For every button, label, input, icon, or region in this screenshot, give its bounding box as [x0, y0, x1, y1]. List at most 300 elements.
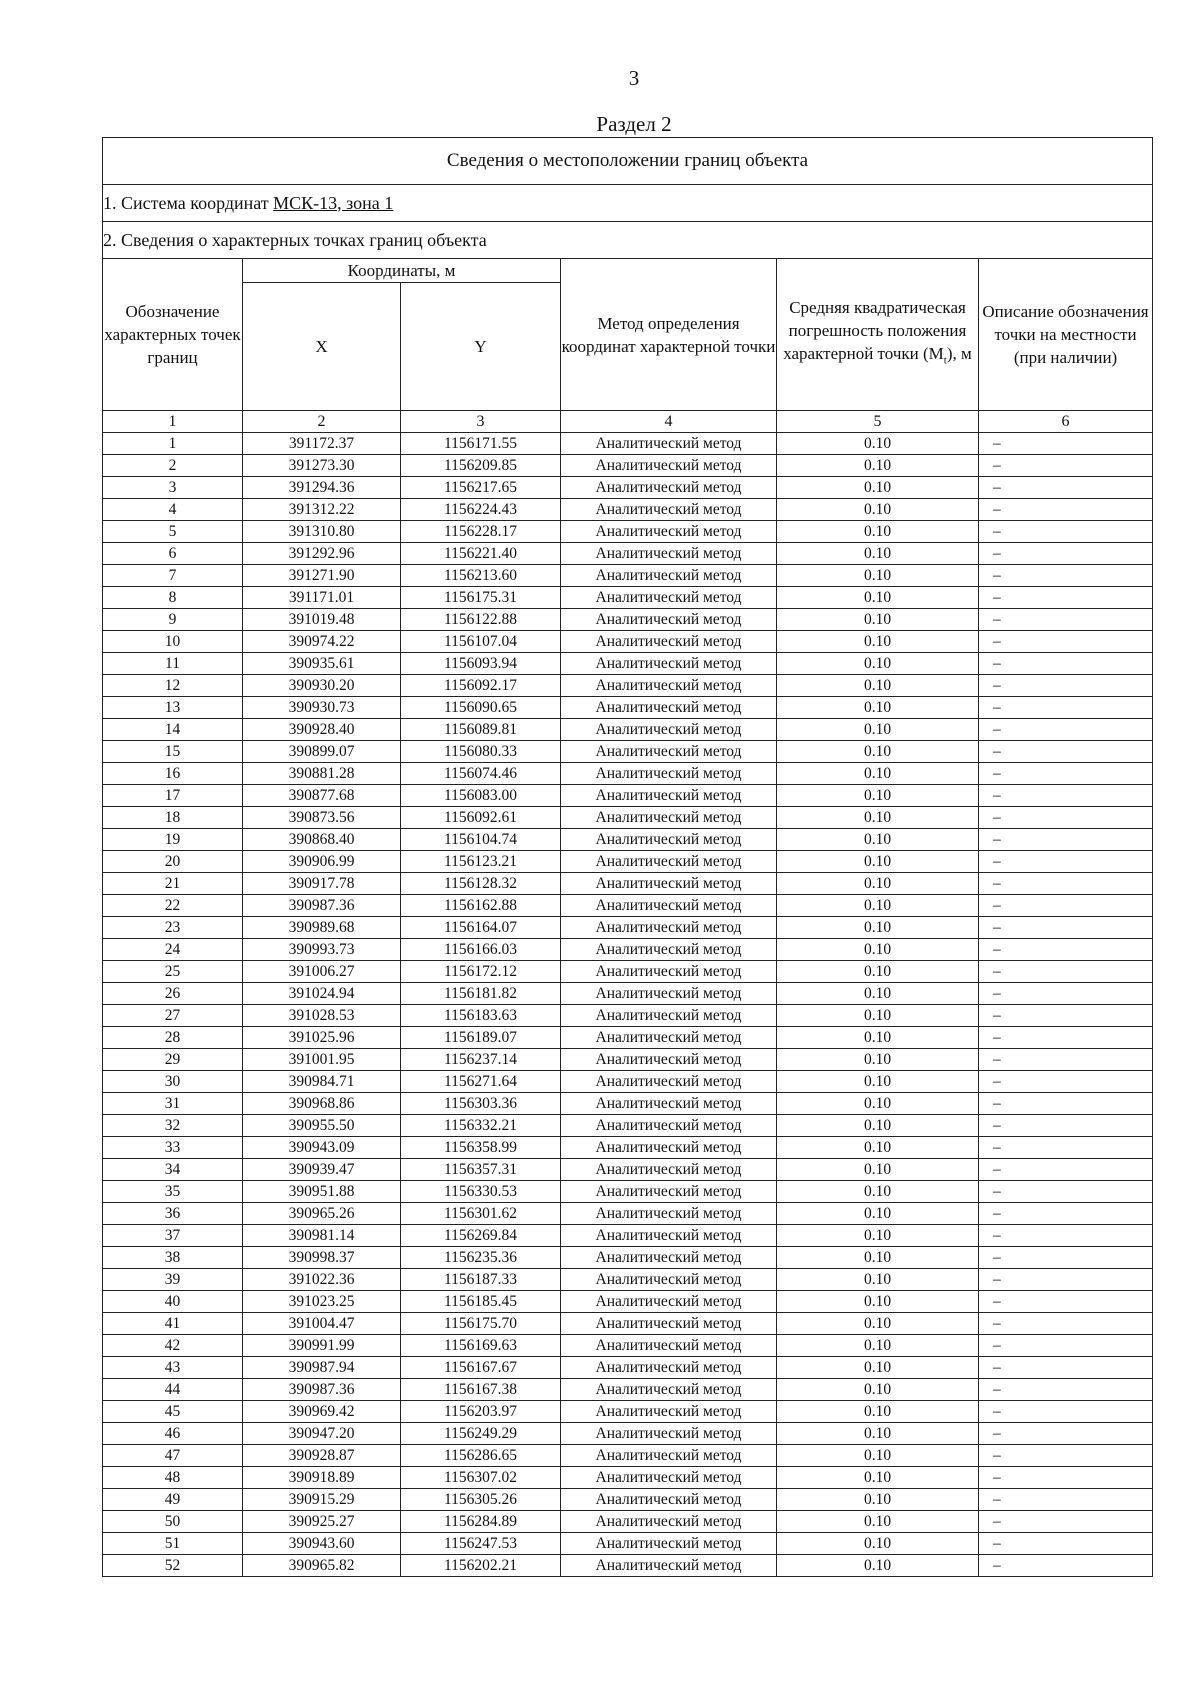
boundary-points-table — [102, 137, 1153, 1577]
method-cell: Аналитический метод — [561, 719, 777, 741]
y-coordinate-cell: 1156080.33 — [401, 741, 561, 763]
header-designation: Обозначение характерных точек границ — [103, 259, 243, 411]
point-number-cell: 31 — [103, 1093, 243, 1115]
x-coordinate-cell: 390968.86 — [243, 1093, 401, 1115]
method-cell: Аналитический метод — [561, 1115, 777, 1137]
description-cell: – — [979, 1401, 1153, 1423]
point-number-cell: 30 — [103, 1071, 243, 1093]
table-row — [103, 719, 1153, 741]
table-row — [103, 631, 1153, 653]
error-cell: 0.10 — [777, 1247, 979, 1269]
error-cell: 0.10 — [777, 1533, 979, 1555]
method-cell: Аналитический метод — [561, 1005, 777, 1027]
method-cell: Аналитический метод — [561, 1357, 777, 1379]
table-row — [103, 1291, 1153, 1313]
description-cell: – — [979, 807, 1153, 829]
error-cell: 0.10 — [777, 675, 979, 697]
error-cell: 0.10 — [777, 543, 979, 565]
error-cell: 0.10 — [777, 1181, 979, 1203]
description-cell: – — [979, 1159, 1153, 1181]
point-number-cell: 42 — [103, 1335, 243, 1357]
x-coordinate-cell: 391273.30 — [243, 455, 401, 477]
point-number-cell: 9 — [103, 609, 243, 631]
coord-system-row — [103, 185, 1153, 222]
point-number-cell: 20 — [103, 851, 243, 873]
error-cell: 0.10 — [777, 785, 979, 807]
description-cell: – — [979, 1511, 1153, 1533]
table-row — [103, 1335, 1153, 1357]
method-cell: Аналитический метод — [561, 543, 777, 565]
error-cell: 0.10 — [777, 1137, 979, 1159]
table-row — [103, 1489, 1153, 1511]
description-cell: – — [979, 785, 1153, 807]
description-cell: – — [979, 1291, 1153, 1313]
method-cell: Аналитический метод — [561, 873, 777, 895]
method-cell: Аналитический метод — [561, 807, 777, 829]
point-number-cell: 8 — [103, 587, 243, 609]
error-cell: 0.10 — [777, 499, 979, 521]
table-row — [103, 1093, 1153, 1115]
error-cell: 0.10 — [777, 939, 979, 961]
description-cell: – — [979, 1313, 1153, 1335]
table-row — [103, 873, 1153, 895]
x-coordinate-cell: 391172.37 — [243, 433, 401, 455]
error-cell: 0.10 — [777, 1291, 979, 1313]
table-row — [103, 1225, 1153, 1247]
y-coordinate-cell: 1156301.62 — [401, 1203, 561, 1225]
table-row — [103, 1357, 1153, 1379]
description-cell: – — [979, 653, 1153, 675]
point-number-cell: 45 — [103, 1401, 243, 1423]
y-coordinate-cell: 1156166.03 — [401, 939, 561, 961]
error-cell: 0.10 — [777, 1379, 979, 1401]
method-cell: Аналитический метод — [561, 785, 777, 807]
point-number-cell: 13 — [103, 697, 243, 719]
point-number-cell: 23 — [103, 917, 243, 939]
description-cell: – — [979, 1269, 1153, 1291]
column-number: 1 — [103, 411, 243, 433]
method-cell: Аналитический метод — [561, 1225, 777, 1247]
description-cell: – — [979, 1137, 1153, 1159]
x-coordinate-cell: 390943.09 — [243, 1137, 401, 1159]
description-cell: – — [979, 433, 1153, 455]
point-number-cell: 47 — [103, 1445, 243, 1467]
method-cell: Аналитический метод — [561, 961, 777, 983]
table-row — [103, 499, 1153, 521]
point-number-cell: 2 — [103, 455, 243, 477]
error-cell: 0.10 — [777, 1093, 979, 1115]
x-coordinate-cell: 391025.96 — [243, 1027, 401, 1049]
method-cell: Аналитический метод — [561, 1555, 777, 1577]
method-cell: Аналитический метод — [561, 1489, 777, 1511]
error-cell: 0.10 — [777, 763, 979, 785]
y-coordinate-cell: 1156330.53 — [401, 1181, 561, 1203]
method-cell: Аналитический метод — [561, 1379, 777, 1401]
x-coordinate-cell: 390969.42 — [243, 1401, 401, 1423]
error-cell: 0.10 — [777, 807, 979, 829]
table-row — [103, 1247, 1153, 1269]
point-number-cell: 46 — [103, 1423, 243, 1445]
table-row — [103, 1445, 1153, 1467]
method-cell: Аналитический метод — [561, 1467, 777, 1489]
point-number-cell: 52 — [103, 1555, 243, 1577]
error-cell: 0.10 — [777, 455, 979, 477]
description-cell: – — [979, 697, 1153, 719]
method-cell: Аналитический метод — [561, 1269, 777, 1291]
description-cell: – — [979, 1181, 1153, 1203]
point-number-cell: 5 — [103, 521, 243, 543]
description-cell: – — [979, 1203, 1153, 1225]
point-number-cell: 50 — [103, 1511, 243, 1533]
y-coordinate-cell: 1156083.00 — [401, 785, 561, 807]
description-cell: – — [979, 1071, 1153, 1093]
y-coordinate-cell: 1156092.17 — [401, 675, 561, 697]
method-cell: Аналитический метод — [561, 653, 777, 675]
error-cell: 0.10 — [777, 1445, 979, 1467]
method-cell: Аналитический метод — [561, 851, 777, 873]
y-coordinate-cell: 1156167.67 — [401, 1357, 561, 1379]
error-cell: 0.10 — [777, 873, 979, 895]
description-cell: – — [979, 1423, 1153, 1445]
y-coordinate-cell: 1156123.21 — [401, 851, 561, 873]
error-cell: 0.10 — [777, 477, 979, 499]
x-coordinate-cell: 391294.36 — [243, 477, 401, 499]
description-cell: – — [979, 1467, 1153, 1489]
method-cell: Аналитический метод — [561, 1093, 777, 1115]
method-cell: Аналитический метод — [561, 1445, 777, 1467]
x-coordinate-cell: 390987.36 — [243, 1379, 401, 1401]
point-number-cell: 37 — [103, 1225, 243, 1247]
y-coordinate-cell: 1156247.53 — [401, 1533, 561, 1555]
description-cell: – — [979, 895, 1153, 917]
description-cell: – — [979, 499, 1153, 521]
x-coordinate-cell: 391004.47 — [243, 1313, 401, 1335]
error-cell: 0.10 — [777, 1489, 979, 1511]
error-cell: 0.10 — [777, 983, 979, 1005]
description-cell: – — [979, 1533, 1153, 1555]
table-row — [103, 1269, 1153, 1291]
x-coordinate-cell: 391024.94 — [243, 983, 401, 1005]
error-cell: 0.10 — [777, 1269, 979, 1291]
table-row — [103, 1005, 1153, 1027]
table-row — [103, 455, 1153, 477]
table-row — [103, 433, 1153, 455]
y-coordinate-cell: 1156303.36 — [401, 1093, 561, 1115]
table-row — [103, 1049, 1153, 1071]
y-coordinate-cell: 1156269.84 — [401, 1225, 561, 1247]
method-cell: Аналитический метод — [561, 1291, 777, 1313]
y-coordinate-cell: 1156090.65 — [401, 697, 561, 719]
method-cell: Аналитический метод — [561, 741, 777, 763]
column-number: 3 — [401, 411, 561, 433]
error-cell: 0.10 — [777, 1203, 979, 1225]
point-number-cell: 41 — [103, 1313, 243, 1335]
x-coordinate-cell: 390939.47 — [243, 1159, 401, 1181]
table-row — [103, 653, 1153, 675]
description-cell: – — [979, 917, 1153, 939]
x-coordinate-cell: 390930.73 — [243, 697, 401, 719]
y-coordinate-cell: 1156089.81 — [401, 719, 561, 741]
y-coordinate-cell: 1156202.21 — [401, 1555, 561, 1577]
description-cell: – — [979, 565, 1153, 587]
header-description: Описание обозначения точки на местности (при наличии) — [979, 259, 1153, 411]
y-coordinate-cell: 1156171.55 — [401, 433, 561, 455]
x-coordinate-cell: 391310.80 — [243, 521, 401, 543]
description-cell: – — [979, 455, 1153, 477]
description-cell: – — [979, 521, 1153, 543]
description-cell: – — [979, 1005, 1153, 1027]
error-cell: 0.10 — [777, 829, 979, 851]
table-row — [103, 1511, 1153, 1533]
description-cell: – — [979, 1093, 1153, 1115]
method-cell: Аналитический метод — [561, 1203, 777, 1225]
y-coordinate-cell: 1156092.61 — [401, 807, 561, 829]
description-cell: – — [979, 1555, 1153, 1577]
x-coordinate-cell: 390928.40 — [243, 719, 401, 741]
description-cell: – — [979, 609, 1153, 631]
header-y: Y — [401, 283, 561, 411]
error-cell: 0.10 — [777, 433, 979, 455]
y-coordinate-cell: 1156237.14 — [401, 1049, 561, 1071]
point-number-cell: 6 — [103, 543, 243, 565]
header-method: Метод определения координат характерной точки — [561, 259, 777, 411]
method-cell: Аналитический метод — [561, 609, 777, 631]
error-cell: 0.10 — [777, 1225, 979, 1247]
point-number-cell: 28 — [103, 1027, 243, 1049]
point-number-cell: 36 — [103, 1203, 243, 1225]
x-coordinate-cell: 390987.94 — [243, 1357, 401, 1379]
point-number-cell: 21 — [103, 873, 243, 895]
y-coordinate-cell: 1156209.85 — [401, 455, 561, 477]
x-coordinate-cell: 391028.53 — [243, 1005, 401, 1027]
error-cell: 0.10 — [777, 565, 979, 587]
table-row — [103, 1027, 1153, 1049]
table-row — [103, 521, 1153, 543]
error-cell: 0.10 — [777, 587, 979, 609]
table-row — [103, 1137, 1153, 1159]
description-cell: – — [979, 587, 1153, 609]
error-cell: 0.10 — [777, 851, 979, 873]
point-number-cell: 16 — [103, 763, 243, 785]
x-coordinate-cell: 390906.99 — [243, 851, 401, 873]
description-cell: – — [979, 1379, 1153, 1401]
x-coordinate-cell: 390915.29 — [243, 1489, 401, 1511]
error-cell: 0.10 — [777, 1511, 979, 1533]
point-number-cell: 33 — [103, 1137, 243, 1159]
x-coordinate-cell: 391023.25 — [243, 1291, 401, 1313]
x-coordinate-cell: 390955.50 — [243, 1115, 401, 1137]
x-coordinate-cell: 390928.87 — [243, 1445, 401, 1467]
table-row — [103, 763, 1153, 785]
method-cell: Аналитический метод — [561, 1137, 777, 1159]
table-row — [103, 807, 1153, 829]
error-cell: 0.10 — [777, 1555, 979, 1577]
y-coordinate-cell: 1156175.70 — [401, 1313, 561, 1335]
y-coordinate-cell: 1156162.88 — [401, 895, 561, 917]
point-number-cell: 14 — [103, 719, 243, 741]
table-row — [103, 1203, 1153, 1225]
method-cell: Аналитический метод — [561, 455, 777, 477]
method-cell: Аналитический метод — [561, 675, 777, 697]
method-cell: Аналитический метод — [561, 697, 777, 719]
x-coordinate-cell: 391271.90 — [243, 565, 401, 587]
method-cell: Аналитический метод — [561, 433, 777, 455]
method-cell: Аналитический метод — [561, 477, 777, 499]
description-cell: – — [979, 983, 1153, 1005]
method-cell: Аналитический метод — [561, 983, 777, 1005]
y-coordinate-cell: 1156221.40 — [401, 543, 561, 565]
column-number: 4 — [561, 411, 777, 433]
method-cell: Аналитический метод — [561, 499, 777, 521]
description-cell: – — [979, 1357, 1153, 1379]
description-cell: – — [979, 829, 1153, 851]
method-cell: Аналитический метод — [561, 565, 777, 587]
point-number-cell: 3 — [103, 477, 243, 499]
x-coordinate-cell: 390991.99 — [243, 1335, 401, 1357]
description-cell: – — [979, 1049, 1153, 1071]
x-coordinate-cell: 390943.60 — [243, 1533, 401, 1555]
error-cell: 0.10 — [777, 1467, 979, 1489]
y-coordinate-cell: 1156181.82 — [401, 983, 561, 1005]
point-number-cell: 43 — [103, 1357, 243, 1379]
table-row — [103, 741, 1153, 763]
page-number: 3 — [628, 66, 640, 90]
table-row — [103, 1159, 1153, 1181]
method-cell: Аналитический метод — [561, 631, 777, 653]
error-cell: 0.10 — [777, 1115, 979, 1137]
method-cell: Аналитический метод — [561, 1049, 777, 1071]
y-coordinate-cell: 1156357.31 — [401, 1159, 561, 1181]
x-coordinate-cell: 390877.68 — [243, 785, 401, 807]
method-cell: Аналитический метод — [561, 1247, 777, 1269]
point-number-cell: 1 — [103, 433, 243, 455]
description-cell: – — [979, 873, 1153, 895]
y-coordinate-cell: 1156358.99 — [401, 1137, 561, 1159]
table-title: Сведения о местоположении границ объекта — [103, 138, 1153, 185]
table-body — [103, 433, 1153, 1577]
x-coordinate-cell: 391022.36 — [243, 1269, 401, 1291]
x-coordinate-cell: 390984.71 — [243, 1071, 401, 1093]
point-number-cell: 38 — [103, 1247, 243, 1269]
point-number-cell: 35 — [103, 1181, 243, 1203]
x-coordinate-cell: 390930.20 — [243, 675, 401, 697]
point-number-cell: 19 — [103, 829, 243, 851]
description-cell: – — [979, 961, 1153, 983]
y-coordinate-cell: 1156185.45 — [401, 1291, 561, 1313]
table-row — [103, 1423, 1153, 1445]
table-row — [103, 477, 1153, 499]
error-cell: 0.10 — [777, 961, 979, 983]
y-coordinate-cell: 1156164.07 — [401, 917, 561, 939]
method-cell: Аналитический метод — [561, 1533, 777, 1555]
y-coordinate-cell: 1156093.94 — [401, 653, 561, 675]
method-cell: Аналитический метод — [561, 1027, 777, 1049]
coord-system-value: МСК-13, зона 1 — [273, 192, 394, 213]
table-row — [103, 1533, 1153, 1555]
x-coordinate-cell: 390993.73 — [243, 939, 401, 961]
x-coordinate-cell: 390935.61 — [243, 653, 401, 675]
point-number-cell: 18 — [103, 807, 243, 829]
point-number-cell: 32 — [103, 1115, 243, 1137]
method-cell: Аналитический метод — [561, 587, 777, 609]
x-coordinate-cell: 391171.01 — [243, 587, 401, 609]
x-coordinate-cell: 391312.22 — [243, 499, 401, 521]
point-number-cell: 10 — [103, 631, 243, 653]
y-coordinate-cell: 1156169.63 — [401, 1335, 561, 1357]
y-coordinate-cell: 1156187.33 — [401, 1269, 561, 1291]
y-coordinate-cell: 1156217.65 — [401, 477, 561, 499]
table-row — [103, 917, 1153, 939]
table-row — [103, 983, 1153, 1005]
x-coordinate-cell: 391001.95 — [243, 1049, 401, 1071]
y-coordinate-cell: 1156305.26 — [401, 1489, 561, 1511]
section-title: Раздел 2 — [596, 112, 672, 136]
point-number-cell: 29 — [103, 1049, 243, 1071]
error-cell: 0.10 — [777, 1159, 979, 1181]
y-coordinate-cell: 1156271.64 — [401, 1071, 561, 1093]
point-number-cell: 7 — [103, 565, 243, 587]
point-number-cell: 48 — [103, 1467, 243, 1489]
y-coordinate-cell: 1156213.60 — [401, 565, 561, 587]
error-cell: 0.10 — [777, 741, 979, 763]
error-cell: 0.10 — [777, 697, 979, 719]
x-coordinate-cell: 390951.88 — [243, 1181, 401, 1203]
y-coordinate-cell: 1156175.31 — [401, 587, 561, 609]
points-heading: 2. Сведения о характерных точках границ объекта — [103, 222, 1153, 259]
method-cell: Аналитический метод — [561, 1181, 777, 1203]
table-row — [103, 587, 1153, 609]
y-coordinate-cell: 1156284.89 — [401, 1511, 561, 1533]
y-coordinate-cell: 1156286.65 — [401, 1445, 561, 1467]
x-coordinate-cell: 390981.14 — [243, 1225, 401, 1247]
table-row — [103, 895, 1153, 917]
method-cell: Аналитический метод — [561, 1159, 777, 1181]
table-row — [103, 609, 1153, 631]
x-coordinate-cell: 390974.22 — [243, 631, 401, 653]
point-number-cell: 51 — [103, 1533, 243, 1555]
description-cell: – — [979, 1335, 1153, 1357]
y-coordinate-cell: 1156128.32 — [401, 873, 561, 895]
y-coordinate-cell: 1156228.17 — [401, 521, 561, 543]
table-row — [103, 1181, 1153, 1203]
point-number-cell: 25 — [103, 961, 243, 983]
description-cell: – — [979, 675, 1153, 697]
error-cell: 0.10 — [777, 1071, 979, 1093]
x-coordinate-cell: 390947.20 — [243, 1423, 401, 1445]
table-row — [103, 1115, 1153, 1137]
table-row — [103, 785, 1153, 807]
error-cell: 0.10 — [777, 719, 979, 741]
table-row — [103, 961, 1153, 983]
header-x: X — [243, 283, 401, 411]
y-coordinate-cell: 1156104.74 — [401, 829, 561, 851]
description-cell: – — [979, 1027, 1153, 1049]
table-row — [103, 829, 1153, 851]
point-number-cell: 22 — [103, 895, 243, 917]
table-row — [103, 1071, 1153, 1093]
point-number-cell: 11 — [103, 653, 243, 675]
column-number: 6 — [979, 411, 1153, 433]
x-coordinate-cell: 390873.56 — [243, 807, 401, 829]
x-coordinate-cell: 391292.96 — [243, 543, 401, 565]
table-row — [103, 1555, 1153, 1577]
method-cell: Аналитический метод — [561, 1401, 777, 1423]
point-number-cell: 27 — [103, 1005, 243, 1027]
error-cell: 0.10 — [777, 1049, 979, 1071]
table-row — [103, 565, 1153, 587]
x-coordinate-cell: 390965.26 — [243, 1203, 401, 1225]
method-cell: Аналитический метод — [561, 1313, 777, 1335]
